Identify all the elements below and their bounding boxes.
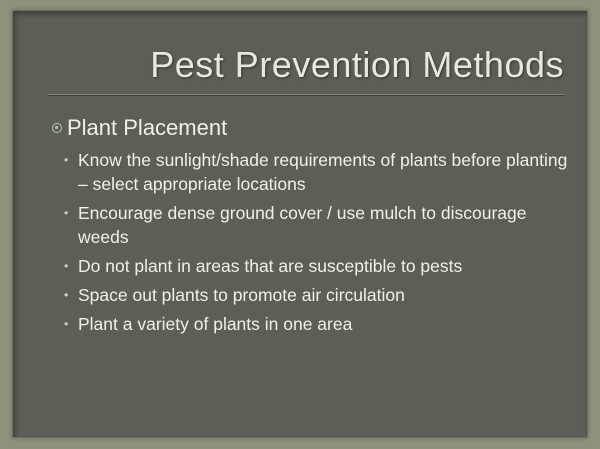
bullet-text: Do not plant in areas that are susceptible to pests [78,256,463,276]
bullet-text: Encourage dense ground cover / use mulch to discourage weeds [78,203,527,247]
bullet-item [64,283,572,307]
section-heading: Plant Placement [67,115,228,140]
bullet-text: Plant a variety of plants in one area [78,314,353,334]
bullet-text: Know the sunlight/shade requirements of plants before planting – select appropriate locations [78,150,568,194]
bullet-item [64,201,572,249]
circle-bullet-icon [52,123,62,133]
title-divider [48,94,564,95]
bullet-list [52,148,572,336]
bullet-text: Space out plants to promote air circulation [78,285,405,305]
bullet-item [64,312,572,336]
bullet-dot-icon: • [64,259,69,273]
bullet-dot-icon: • [64,288,69,302]
bullet-dot-icon: • [64,153,69,167]
bullet-dot-icon: • [64,206,69,220]
slide-title: Pest Prevention Methods [150,44,564,85]
bullet-item [64,148,572,196]
main-bullet [52,114,572,142]
bullet-item [64,254,572,278]
slide-content [52,114,572,341]
bullet-dot-icon: • [64,317,69,331]
